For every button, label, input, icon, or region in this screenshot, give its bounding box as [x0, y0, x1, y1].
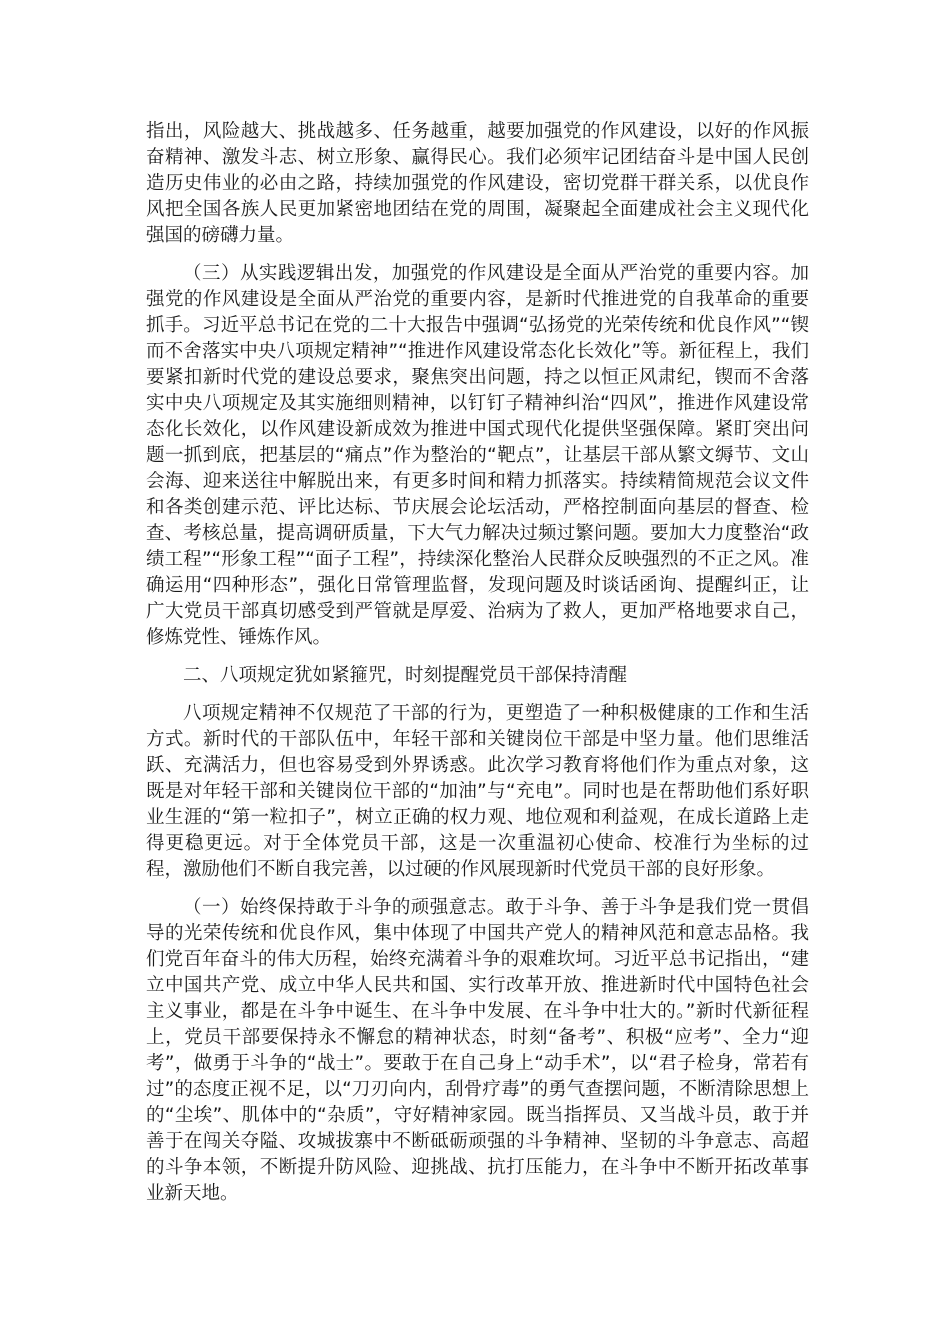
paragraph-eight-rules: 八项规定精神不仅规范了干部的行为，更塑造了一种积极健康的工作和生活方式。新时代的干部队伍中，年轻干部和关键岗位干部是中坚力量。他们思维活跃、充满活力，但也容易受到外界诱惑。此次学习教育将他们作为重点对象，这既是对年轻干部和关键岗位干部的“加油”与“充电”。同时也是在帮助他们系好职业生涯的“第一粒扣子”，树立正确的权力观、地位观和利益观，在成长道路上走得更稳更远。对于全体党员干部，这是一次重温初心使命、校准行为坐标的过程，激励他们不断自我完善，以过硬的作风展现新时代党员干部的良好形象。	[146, 703, 809, 880]
section-heading-two: 二、八项规定犹如紧箍咒，时刻提醒党员干部保持清醒	[183, 665, 628, 686]
paragraph-continuation: 指出，风险越大、挑战越多、任务越重，越要加强党的作风建设，以好的作风振奋精神、激发斗志、树立形象、赢得民心。我们必须牢记团结奋斗是中国人民创造历史伟业的必由之路，持续加强党的作风建设，密切党群干群关系，以优良作风把全国各族人民更加紧密地团结在党的周围，凝聚起全面建成社会主义现代化强国的磅礴力量。	[146, 121, 809, 246]
paragraph-section-three: （三）从实践逻辑出发，加强党的作风建设是全面从严治党的重要内容。加强党的作风建设是全面从严治党的重要内容，是新时代推进党的自我革命的重要抓手。习近平总书记在党的二十大报告中强调“弘扬党的光荣传统和优良作风”“锲而不舍落实中央八项规定精神”“推进作风建设常态化长效化”等。新征程上，我们要紧扣新时代党的建设总要求，聚焦突出问题，持之以恒正风肃纪，锲而不舍落实中央八项规定及其实施细则精神，以钉钉子精神纠治“四风”，推进作风建设常态化长效化，以作风建设新成效为推进中国式现代化提供坚强保障。紧盯突出问题一抓到底，把基层的“痛点”作为整治的“靶点”，让基层干部从繁文缛节、文山会海、迎来送往中解脱出来，有更多时间和精力抓落实。持续精简规范会议文件和各类创建示范、评比达标、节庆展会论坛活动，严格控制面向基层的督查、检查、考核总量，提高调研质量，下大气力解决过频过繁问题。要加大力度整治“政绩工程”“形象工程”“面子工程”，持续深化整治人民群众反映强烈的不正之风。准确运用“四种形态”，强化日常管理监督，发现问题及时谈话函询、提醒纠正，让广大党员干部真切感受到严管就是厚爱、治病为了救人，更加严格地要求自己，修炼党性、锤炼作风。	[146, 263, 809, 648]
paragraph-section-one: （一）始终保持敢于斗争的顽强意志。敢于斗争、善于斗争是我们党一贯倡导的光荣传统和优良作风，集中体现了中国共产党人的精神风范和意志品格。我们党百年奋斗的伟大历程，始终充满着斗争的艰难坎坷。习近平总书记指出，“建立中国共产党、成立中华人民共和国、实行改革开放、推进新时代中国特色社会主义事业，都是在斗争中诞生、在斗争中发展、在斗争中壮大的。”新时代新征程上，党员干部要保持永不懈怠的精神状态，时刻“备考”、积极“应考”、全力“迎考”，做勇于斗争的“战士”。要敢于在自己身上“动手术”，以“君子检身，常若有过”的态度正视不足，以“刀刃向内，刮骨疗毒”的勇气查摆问题，不断清除思想上的“尘埃”、肌体中的“杂质”，守好精神家园。既当指挥员、又当战斗员，敢于并善于在闯关夺隘、攻城拔寨中不断砥砺顽强的斗争精神、坚韧的斗争意志、高超的斗争本领，不断提升防风险、迎挑战、抗打压能力，在斗争中不断开拓改革事业新天地。	[146, 897, 809, 1204]
document-page	[146, 119, 809, 1219]
